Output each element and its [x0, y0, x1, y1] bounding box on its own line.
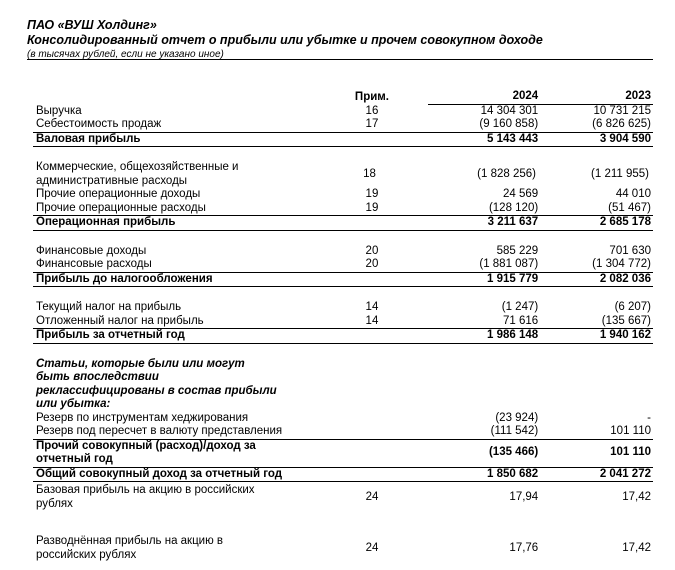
table-row	[33, 202, 653, 216]
row-value-2023: 17,42	[622, 541, 652, 554]
row-value-2023: (1 211 955)	[591, 167, 649, 180]
row-value-2024: 3 211 637	[487, 216, 539, 228]
row-value-2024: 5 143 443	[487, 132, 539, 145]
income-statement-table	[33, 90, 653, 562]
subtotal-row	[33, 439, 653, 468]
row-value-2023: 3 904 590	[599, 132, 651, 145]
table-row	[33, 425, 653, 439]
row-value-2023: 17,42	[622, 490, 652, 503]
row-label: Финансовые доходы	[36, 244, 147, 257]
row-label: Прибыль до налогообложения	[36, 272, 213, 285]
header-divider	[27, 59, 653, 60]
row-label: Разводнённая прибыль на акцию в российских рублях	[36, 535, 224, 561]
unit-note: (в тысячах рублей, если не указано иное)	[27, 49, 224, 60]
table-row	[33, 301, 653, 315]
row-note: 20	[365, 244, 379, 257]
row-label: Текущий налог на прибыль	[36, 301, 182, 313]
row-value-2024: 17,76	[509, 541, 539, 554]
row-value-2023: 1 940 162	[599, 329, 651, 341]
row-label: Выручка	[36, 104, 82, 117]
row-value-2024: (1 881 087)	[479, 258, 539, 270]
section-heading-row	[33, 358, 653, 412]
row-note: 18	[363, 167, 376, 180]
subtotal-row	[33, 132, 653, 148]
col-note-header: Прим.	[354, 91, 389, 103]
row-value-2024: (1 828 256)	[477, 167, 536, 180]
subtotal-row	[33, 215, 653, 231]
row-value-2024: 585 229	[496, 244, 539, 257]
table-row	[33, 315, 653, 329]
row-value-2023: (6 207)	[614, 301, 651, 313]
row-value-2023: -	[647, 411, 651, 424]
row-value-2024: 1 915 779	[487, 272, 539, 285]
row-value-2023: 44 010	[615, 188, 651, 200]
company-name: ПАО «ВУШ Холдинг»	[27, 18, 157, 32]
table-row	[33, 245, 653, 259]
row-label: Коммерческие, общехозяйственные и административные расходы	[36, 161, 239, 187]
row-note: 14	[365, 314, 379, 327]
table-row	[33, 118, 653, 132]
row-value-2024: (23 924)	[495, 411, 539, 424]
row-note: 14	[365, 301, 379, 313]
row-value-2024: (128 120)	[488, 201, 539, 214]
row-value-2023: 701 630	[609, 244, 651, 257]
table-row	[33, 484, 653, 511]
row-value-2023: (1 304 772)	[592, 258, 651, 270]
row-label: Прочий совокупный (расход)/доход за отчетный год	[36, 439, 256, 465]
col-2023-header: 2023	[538, 90, 653, 105]
row-note: 24	[365, 490, 379, 503]
row-label: Операционная прибыль	[36, 216, 176, 228]
row-note: 19	[365, 201, 379, 214]
table-row	[33, 188, 653, 202]
row-value-2023: (6 826 625)	[592, 118, 651, 130]
row-note: 17	[365, 118, 379, 130]
row-note: 19	[365, 188, 379, 200]
row-value-2024: 24 569	[503, 188, 539, 200]
row-value-2024: 17,94	[509, 490, 539, 503]
row-value-2023: (51 467)	[608, 201, 651, 214]
row-value-2024: (135 466)	[488, 446, 539, 459]
row-value-2023: 2 685 178	[599, 216, 651, 228]
statement-header	[27, 18, 657, 61]
statement-title: Консолидированный отчет о прибыли или убытке и прочем совокупном доходе	[27, 33, 543, 47]
total-row	[33, 468, 653, 483]
row-value-2023: 101 110	[610, 425, 651, 437]
row-note: 24	[365, 541, 379, 554]
row-value-2024: 1 850 682	[487, 467, 539, 480]
table-row	[33, 105, 653, 119]
table-row	[33, 258, 653, 272]
row-label: Финансовые расходы	[36, 258, 152, 270]
row-value-2023: 101 110	[610, 446, 652, 459]
col-2024-header: 2024	[428, 90, 538, 105]
table-row	[33, 161, 653, 188]
row-note: 20	[365, 258, 379, 270]
row-label: Прибыль за отчетный год	[36, 329, 185, 341]
table-row	[33, 412, 653, 426]
row-label: Прочие операционные доходы	[36, 188, 201, 200]
row-value-2024: 71 616	[503, 314, 539, 327]
row-value-2024: (111 542)	[490, 425, 539, 437]
subtotal-row	[33, 328, 653, 344]
row-value-2023: 10 731 215	[593, 104, 651, 117]
row-value-2024: (1 247)	[501, 301, 539, 313]
row-value-2024: 1 986 148	[487, 329, 539, 341]
subtotal-row	[33, 272, 653, 288]
row-note: 16	[365, 104, 379, 117]
row-label: Прочие операционные расходы	[36, 201, 206, 214]
row-value-2023: (135 667)	[601, 314, 651, 327]
row-label: Отложенный налог на прибыль	[36, 314, 204, 327]
reclass-heading: Статьи, которые были или могут быть впоследствии реклассифицированы в состав прибыли или убытка:	[36, 357, 277, 410]
row-value-2024: (9 160 858)	[479, 118, 539, 130]
row-label: Базовая прибыль на акцию в российских рублях	[36, 484, 255, 510]
row-label: Резерв по инструментам хеджирования	[36, 411, 249, 424]
column-header-row	[33, 90, 653, 105]
row-value-2023: 2 082 036	[599, 272, 651, 285]
row-label: Валовая прибыль	[36, 132, 141, 145]
row-value-2024: 14 304 301	[480, 104, 539, 117]
row-label: Общий совокупный доход за отчетный год	[36, 467, 283, 480]
row-value-2023: 2 041 272	[599, 467, 651, 480]
row-label: Резерв под пересчет в валюту представления	[36, 425, 283, 437]
row-label: Себестоимость продаж	[36, 118, 162, 130]
table-row	[33, 535, 653, 562]
